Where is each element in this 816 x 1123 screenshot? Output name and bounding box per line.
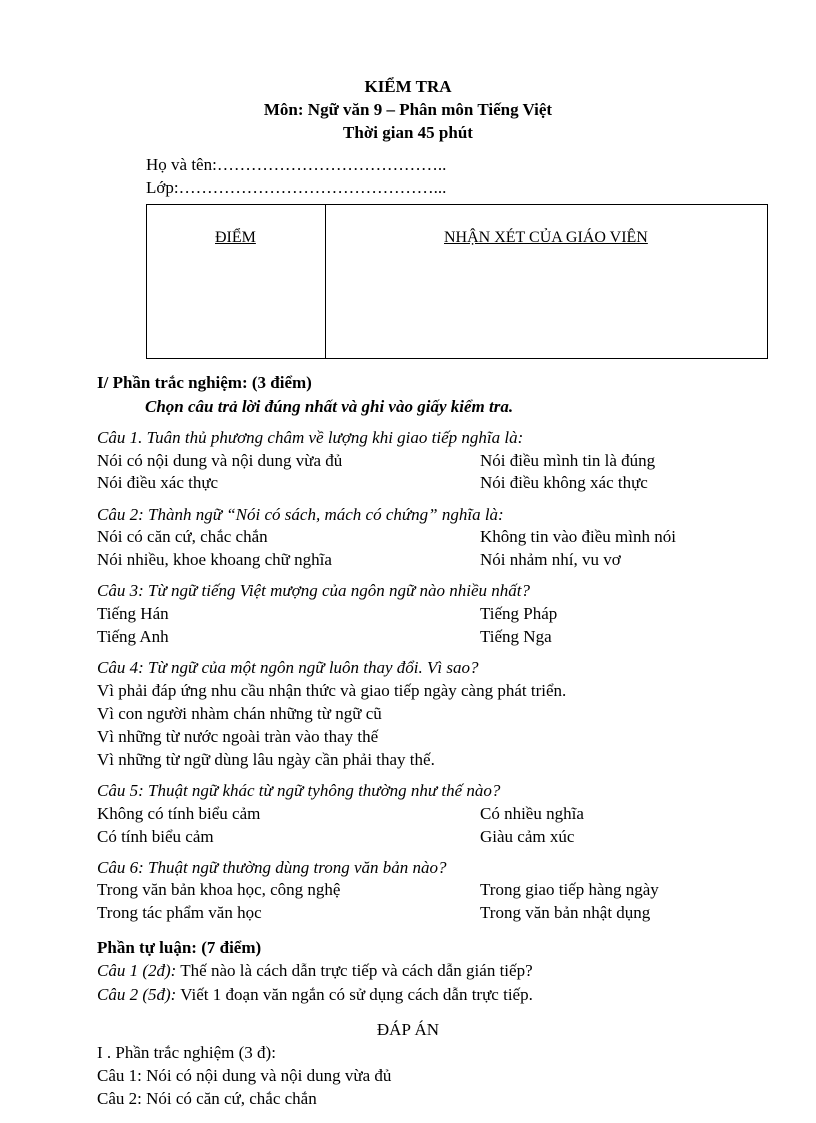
essay-question-1-label: Câu 1 (2đ): xyxy=(97,961,177,980)
question-6-option-d: Trong văn bản nhật dụng xyxy=(480,903,651,922)
question-5-prompt: Câu 5: Thuật ngữ khác từ ngữ tyhông thường như thế nào? xyxy=(97,781,501,800)
question-4-option-d: Vì những từ ngữ dùng lâu ngày cần phải thay thế. xyxy=(97,750,435,769)
grade-table xyxy=(146,204,768,359)
question-2-option-b: Không tin vào điều mình nói xyxy=(480,527,676,546)
answer-1: Câu 1: Nói có nội dung và nội dung vừa đủ xyxy=(97,1066,392,1085)
essay-question-2-label: Câu 2 (5đ): xyxy=(97,985,177,1004)
student-class-field: Lớp:………………………………………... xyxy=(146,178,447,197)
question-3-option-a: Tiếng Hán xyxy=(97,604,169,623)
question-2-option-d: Nói nhảm nhí, vu vơ xyxy=(480,550,621,569)
question-3-prompt: Câu 3: Từ ngữ tiếng Việt mượng của ngôn ngữ nào nhiều nhất? xyxy=(97,581,531,600)
answer-2: Câu 2: Nói có căn cứ, chắc chắn xyxy=(97,1089,317,1108)
question-5-option-c: Có tính biểu cảm xyxy=(97,827,214,846)
question-1-option-b: Nói điều mình tin là đúng xyxy=(480,451,656,470)
part1-title: I/ Phần trắc nghiệm: (3 điểm) xyxy=(97,373,312,392)
teacher-comment-header: NHẬN XÉT CỦA GIÁO VIÊN xyxy=(444,229,648,246)
question-4-option-c: Vì những từ nước ngoài tràn vào thay thế xyxy=(97,727,379,746)
student-name-field: Họ và tên:………………………………….. xyxy=(146,155,447,174)
question-3-option-b: Tiếng Pháp xyxy=(480,604,558,623)
grade-table-divider xyxy=(325,205,326,358)
part1-instruction: Chọn câu trả lời đúng nhất và ghi vào giấy kiểm tra. xyxy=(145,397,514,416)
question-4-option-b: Vì con người nhàm chán những từ ngữ cũ xyxy=(97,704,382,723)
answers-title: ĐÁP ÁN xyxy=(376,1020,440,1039)
exam-title: KIỂM TRA xyxy=(364,77,452,96)
question-3-option-c: Tiếng Anh xyxy=(97,627,169,646)
question-1-option-a: Nói có nội dung và nội dung vừa đủ xyxy=(97,451,343,470)
question-2-option-a: Nói có căn cứ, chắc chắn xyxy=(97,527,268,546)
question-6-option-c: Trong tác phẩm văn học xyxy=(97,903,262,922)
answers-section: I . Phần trắc nghiệm (3 đ): xyxy=(97,1043,276,1062)
essay-question-1-text: Thế nào là cách dẫn trực tiếp và cách dẫn gián tiếp? xyxy=(176,961,533,980)
question-2-prompt: Câu 2: Thành ngữ “Nói có sách, mách có chứng” nghĩa là: xyxy=(97,505,504,524)
question-6-option-b: Trong giao tiếp hàng ngày xyxy=(480,880,659,899)
exam-duration: Thời gian 45 phút xyxy=(343,123,473,142)
question-5-option-d: Giàu cảm xúc xyxy=(480,827,575,846)
question-5-option-a: Không có tính biểu cảm xyxy=(97,804,261,823)
essay-question-2 xyxy=(97,985,533,1005)
question-1-prompt: Câu 1. Tuân thủ phương châm về lượng khi giao tiếp nghĩa là: xyxy=(97,428,524,447)
exam-subject: Môn: Ngữ văn 9 – Phân môn Tiếng Việt xyxy=(263,100,553,119)
question-1-option-d: Nói điều không xác thực xyxy=(480,473,648,492)
essay-question-1 xyxy=(97,961,533,981)
question-4-option-a: Vì phải đáp ứng nhu cầu nhận thức và giao tiếp ngày càng phát triển. xyxy=(97,681,567,700)
question-4-prompt: Câu 4: Từ ngữ của một ngôn ngữ luôn thay đổi. Vì sao? xyxy=(97,658,479,677)
question-2-option-c: Nói nhiều, khoe khoang chữ nghĩa xyxy=(97,550,332,569)
score-header: ĐIỂM xyxy=(215,229,256,246)
question-1-option-c: Nói điều xác thực xyxy=(97,473,219,492)
question-6-prompt: Câu 6: Thuật ngữ thường dùng trong văn bản nào? xyxy=(97,858,447,877)
question-3-option-d: Tiếng Nga xyxy=(480,627,552,646)
question-6-option-a: Trong văn bản khoa học, công nghệ xyxy=(97,880,341,899)
essay-question-2-text: Viết 1 đoạn văn ngắn có sử dụng cách dẫn trực tiếp. xyxy=(176,985,533,1004)
question-5-option-b: Có nhiều nghĩa xyxy=(480,804,584,823)
part2-title: Phần tự luận: (7 điểm) xyxy=(97,938,262,957)
